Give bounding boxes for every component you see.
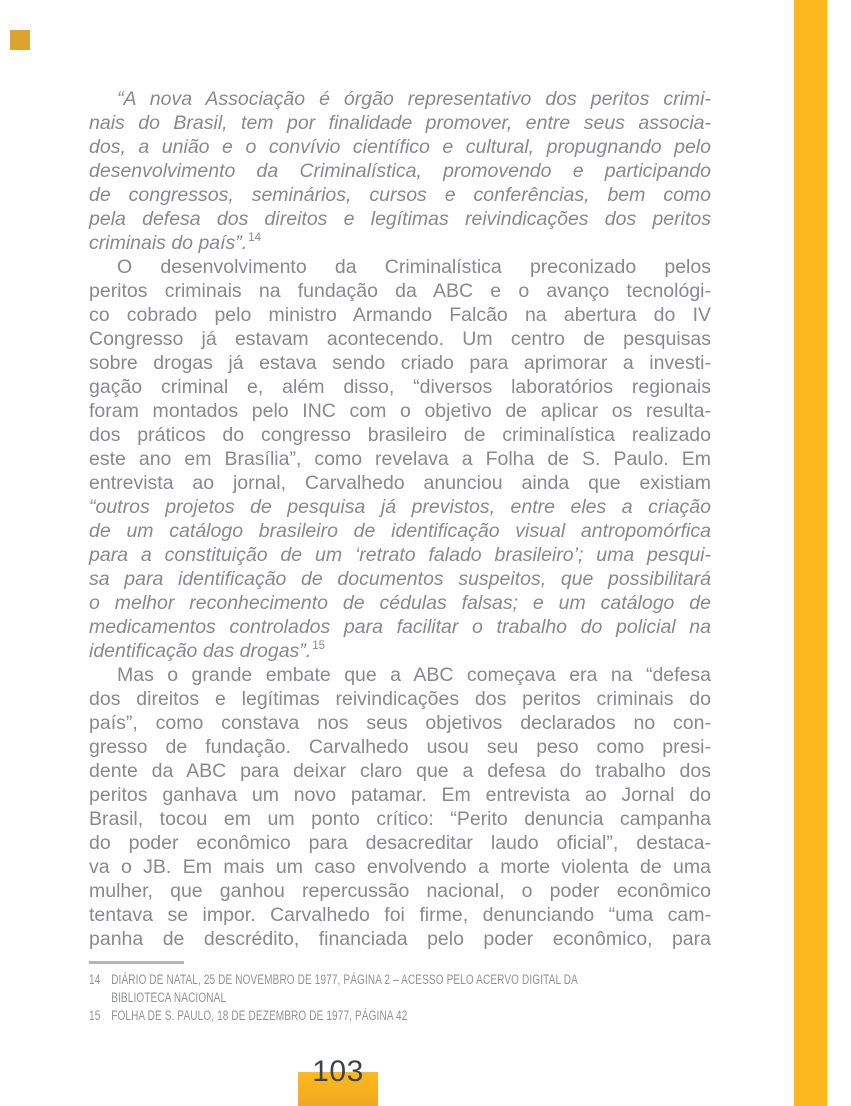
text-line: tentava se impor. Carvalhedo foi firme, denunciando “uma cam- [89, 904, 711, 926]
text-line: sobre drogas já estava sendo criado para aprimorar a investi- [89, 352, 711, 374]
body-text [89, 87, 711, 951]
paragraph [89, 87, 711, 255]
text-line: o melhor reconhecimento de cédulas falsas; e um catálogo de [89, 592, 711, 614]
text-line: de congressos, seminários, cursos e conferências, bem como [89, 184, 711, 206]
text-line: identificação das drogas”.$^{15}$ [89, 639, 326, 662]
text-line: país”, como constava nos seus objetivos declarados no con- [89, 712, 711, 734]
footnote-rule [89, 961, 184, 964]
footnote-reference: 15 [312, 639, 326, 652]
text-line: Mas o grande embate que a ABC começava era na “defesa [117, 664, 711, 686]
text-line: desenvolvimento da Criminalística, promovendo e participando [89, 160, 711, 182]
text-line: pela defesa dos direitos e legítimas reivindicações dos peritos [89, 208, 711, 230]
text-line: Brasil, tocou em um ponto crítico: “Perito denuncia campanha [89, 808, 711, 830]
text-line: dente da ABC para deixar claro que a defesa do trabalho dos [89, 760, 711, 782]
text-line: gação criminal e, além disso, “diversos laboratórios regionais [89, 376, 711, 398]
page-number: 103 [312, 1055, 364, 1088]
footnote-reference: 14 [248, 231, 262, 244]
text-line: criminais do país”.$^{14}$ [89, 231, 262, 254]
text-line: O desenvolvimento da Criminalística preconizado pelos [117, 256, 711, 278]
text-line: do poder econômico para desacreditar laudo oficial”, destaca- [89, 832, 711, 854]
text-line: foram montados pelo INC com o objetivo de aplicar os resulta- [89, 400, 711, 422]
footnote-number: 15 [89, 1008, 101, 1023]
text-line: de um catálogo brasileiro de identificação visual antropomórfica [89, 520, 711, 542]
text-line: nais do Brasil, tem por finalidade promover, entre seus associa- [89, 112, 711, 134]
text-line: dos direitos e legítimas reivindicações dos peritos criminais do [89, 688, 711, 710]
text-line: dos práticos do congresso brasileiro de criminalística realizado [89, 424, 711, 446]
text-line: gresso de fundação. Carvalhedo usou seu peso como presi- [89, 736, 711, 758]
text-line: para a constituição de um ‘retrato falado brasileiro’; uma pesqui- [89, 544, 711, 566]
text-line: peritos criminais na fundação da ABC e o avanço tecnológi- [89, 280, 711, 302]
right-edge-stripe [794, 0, 827, 1106]
text-line: este ano em Brasília”, como revelava a Folha de S. Paulo. Em [89, 448, 711, 470]
paragraph [89, 663, 711, 951]
footnotes [89, 971, 829, 1025]
footnote-number: 14 [89, 972, 101, 987]
footnote-text: FOLHA DE S. PAULO, 18 DE DEZEMBRO DE 1977, PÁGINA 42 [111, 1008, 408, 1023]
text-line: sa para identificação de documentos suspeitos, que possibilitará [89, 568, 711, 590]
paragraph [89, 255, 711, 663]
text-line: panha de descrédito, financiada pelo poder econômico, para [89, 928, 711, 950]
corner-accent-square [10, 30, 30, 50]
text-line: “A nova Associação é órgão representativo dos peritos crimi- [117, 88, 711, 110]
text-line: mulher, que ganhou repercussão nacional, o poder econômico [89, 880, 711, 902]
text-line: “outros projetos de pesquisa já previstos, entre eles a criação [89, 496, 711, 518]
text-line: co cobrado pelo ministro Armando Falcão na abertura do IV [89, 304, 711, 326]
footnote-item [89, 971, 829, 1007]
footnote-text: DIÁRIO DE NATAL, 25 DE NOVEMBRO DE 1977, PÁGINA 2 – ACESSO PELO ACERVO DIGITAL DA BIBLIOTECA NACIONAL [111, 972, 578, 1005]
text-line: Congresso já estavam acontecendo. Um centro de pesquisas [89, 328, 711, 350]
text-line: medicamentos controlados para facilitar o trabalho do policial na [89, 616, 711, 638]
footnote-item [89, 1007, 829, 1025]
text-line: va o JB. Em mais um caso envolvendo a morte violenta de uma [89, 856, 711, 878]
text-line: peritos ganhava um novo patamar. Em entrevista ao Jornal do [89, 784, 711, 806]
text-line: entrevista ao jornal, Carvalhedo anunciou ainda que existiam [89, 472, 711, 494]
text-line: dos, a união e o convívio científico e cultural, propugnando pelo [89, 136, 711, 158]
